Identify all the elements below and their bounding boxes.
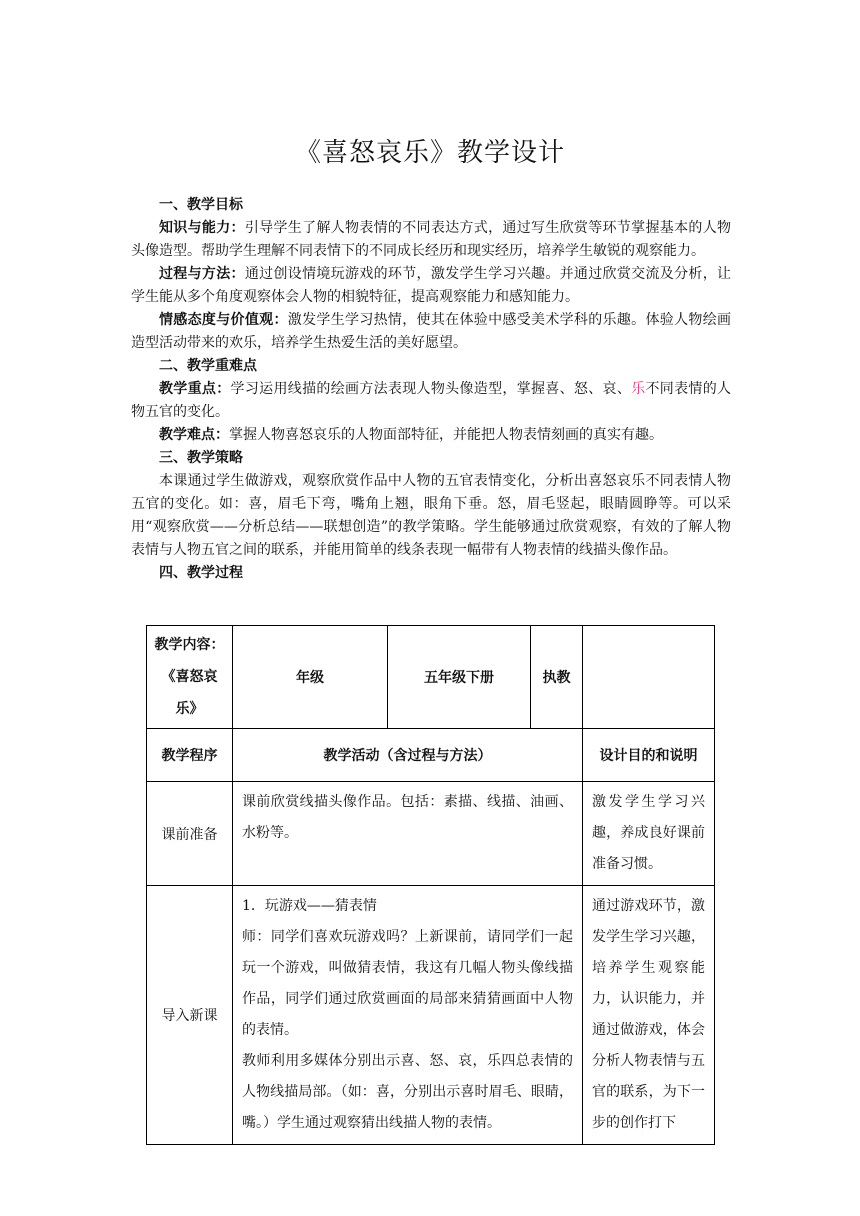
activity-intro-text — [234, 887, 581, 1143]
content-label: 教学内容： — [154, 637, 225, 653]
cell-activity-intro — [233, 886, 583, 1145]
activity-intro-title: 1．玩游戏——猜表情 — [242, 898, 377, 914]
cell-grade-value: 五年级下册 — [388, 626, 531, 729]
table-row-info — [147, 626, 715, 729]
text-key-focus-a: 学习运用线描的绘画方法表现人物头像造型，掌握喜、怒、哀、 — [230, 381, 632, 397]
text-difficulty: 掌握人物喜怒哀乐的人物面部特征，并能把人物表情刻画的真实有趣。 — [229, 427, 663, 443]
text-process: 通过创设情境玩游戏的环节，激发学生学习兴趣。并通过欣赏交流及分析，让学生能从多个角度观察体会人物的相貌特征，提高观察能力和感知能力。 — [131, 266, 732, 305]
cell-purpose-prep — [583, 782, 715, 886]
header-procedure: 教学程序 — [147, 729, 233, 782]
activity-intro-p2: 教师利用多媒体分别出示喜、怒、哀，乐四总表情的人物线描局部。（如：喜，分别出示喜时眉毛、眼睛，嘴。）学生通过观察猜出线描人物的表情。 — [242, 1053, 573, 1131]
table-row-preparation — [147, 782, 715, 886]
content-value: 《喜怒哀乐》 — [161, 669, 218, 717]
section-heading-objectives: 一、教学目标 — [159, 197, 243, 213]
label-knowledge: 知识与能力： — [159, 220, 245, 236]
header-activity: 教学活动（含过程与方法） — [233, 729, 583, 782]
paragraph-difficulty — [131, 424, 731, 447]
purpose-intro-text: 通过游戏环节，激发学生学习兴趣，培养学生观察能力，认识能力，并通过做游戏，体会分析人物表情与五官的联系，为下一步的创作打下 — [592, 898, 705, 1131]
section-heading-process: 四、教学过程 — [159, 565, 243, 581]
paragraph-emotion — [131, 309, 731, 355]
cell-stage-intro: 导入新课 — [147, 886, 233, 1145]
purpose-prep-text: 激发学生学习兴趣，养成良好课前准备习惯。 — [592, 794, 705, 872]
table-row-intro — [147, 886, 715, 1145]
section-heading-keypoints: 二、教学重难点 — [159, 358, 257, 374]
label-process: 过程与方法： — [159, 266, 245, 282]
table-row-header — [147, 729, 715, 782]
text-key-focus-highlight: 乐 — [631, 381, 646, 397]
text-knowledge: 引导学生了解人物表情的不同表达方式，通过写生欣赏等环节掌握基本的人物头像造型。帮助学生理解不同表情下的不同成长经历和现实经历，培养学生敏锐的观察能力。 — [131, 220, 732, 259]
paragraph-strategy: 本课通过学生做游戏，观察欣赏作品中人物的五官表情变化，分析出喜怒哀乐不同表情人物五官的变化。如：喜，眉毛下弯，嘴角上翘，眼角下垂。怒，眉毛竖起，眼睛圆睁等。可以采用“观察欣赏——分析总结——联想创造”的教学策略。学生能够通过欣赏观察，有效的了解人物表情与人物五官之间的联系，并能用简单的线条表现一幅带有人物表情的线描头像作品。 — [131, 473, 731, 558]
header-purpose: 设计目的和说明 — [583, 729, 715, 782]
label-key-focus: 教学重点： — [159, 381, 231, 397]
text-emotion: 激发学生学习热情，使其在体验中感受美术学科的乐趣。体验人物绘画造型活动带来的欢乐，培养学生热爱生活的美好愿望。 — [131, 312, 732, 351]
lesson-plan-table — [146, 625, 715, 1145]
paragraph-process — [131, 263, 731, 309]
paragraph-key-focus — [131, 378, 731, 424]
cell-purpose-intro — [583, 886, 715, 1145]
cell-stage-prep: 课前准备 — [147, 782, 233, 886]
activity-intro-p1: 师：同学们喜欢玩游戏吗？上新课前，请同学们一起玩一个游戏，叫做猜表情，我这有几幅人物头像线描作品，同学们通过欣赏画面的局部来猜猜画面中人物的表情。 — [242, 929, 573, 1038]
section-heading-strategy: 三、教学策略 — [159, 450, 243, 466]
document-body — [131, 194, 731, 585]
activity-prep-text: 课前欣赏线描头像作品。包括：素描、线描、油画、水粉等。 — [242, 794, 573, 841]
label-difficulty: 教学难点： — [159, 427, 229, 443]
text-key-focus-b: 不同表情的人物五官的变化。 — [131, 381, 732, 420]
cell-grade-label: 年级 — [233, 626, 388, 729]
paragraph-knowledge — [131, 217, 731, 263]
cell-activity-prep — [233, 782, 583, 886]
cell-teacher-value — [583, 626, 715, 729]
cell-teacher-label: 执教 — [531, 626, 583, 729]
document-title: 《喜怒哀乐》教学设计 — [294, 138, 565, 168]
cell-content — [147, 626, 233, 729]
label-emotion: 情感态度与价值观： — [159, 312, 288, 328]
